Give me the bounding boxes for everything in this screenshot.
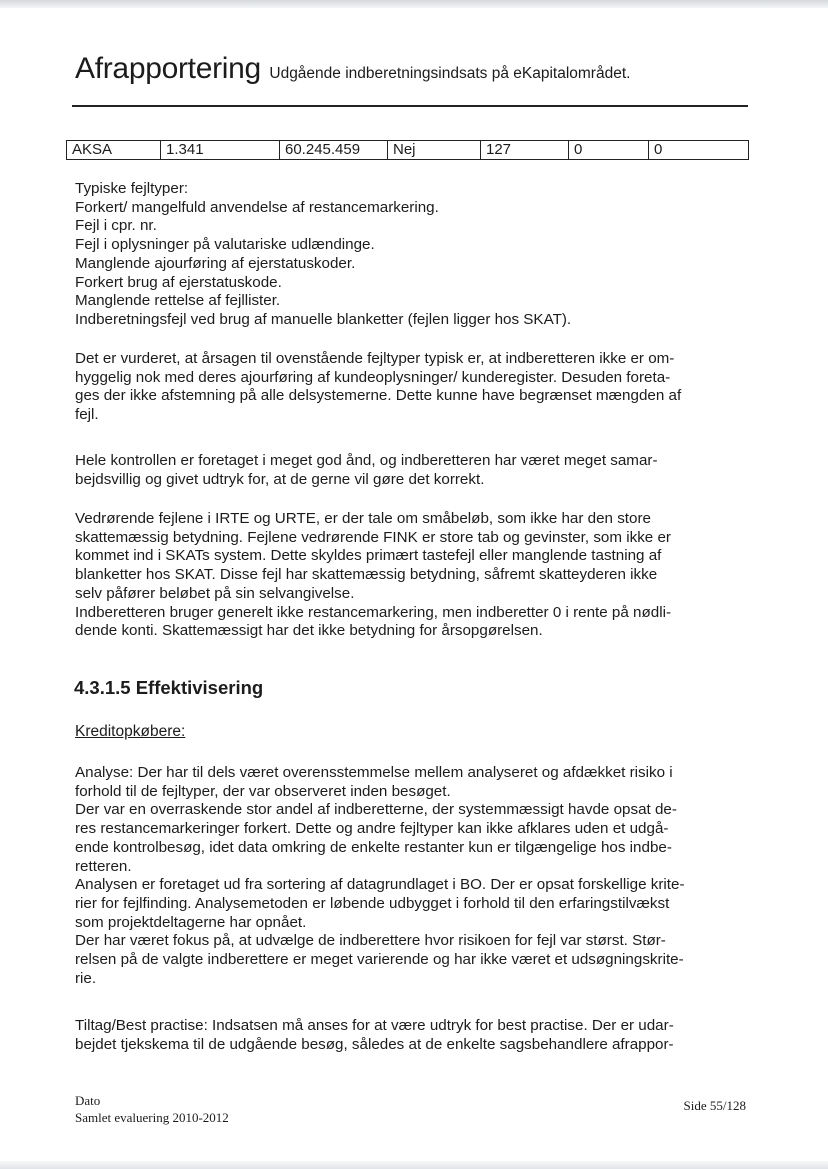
paragraph-tiltag <box>75 1017 751 1054</box>
text-line: Analysen er foretaget ud fra sortering af datagrundlaget i BO. Der er opsat forskellige krite- <box>75 876 685 894</box>
header-subtitle: Udgående indberetningsindsats på eKapitalområdet. <box>269 65 631 82</box>
text-line: bejdsvillig og givet udtryk for, at de gerne vil gøre det korrekt. <box>75 470 485 488</box>
summary-table <box>66 140 749 160</box>
summary-table-body <box>67 141 749 160</box>
table-cell: 0 <box>649 141 749 160</box>
text-line: bejdet tjekskema til de udgående besøg, således at de enkelte sagsbehandlere afrappor- <box>75 1035 674 1053</box>
table-cell: AKSA <box>67 141 161 160</box>
header-rule <box>72 105 748 107</box>
text-line: rie. <box>75 969 97 987</box>
text-line: forhold til de fejltyper, der var observeret inden besøget. <box>75 782 451 800</box>
text-line: hyggelig nok med deres ajourføring af kundeoplysninger/ kunderegister. Desuden foreta- <box>75 368 671 386</box>
text-line: Hele kontrollen er foretaget i meget god ånd, og indberetteren har været meget samar- <box>75 452 658 469</box>
footer-document-name: Samlet evaluering 2010-2012 <box>75 1110 229 1125</box>
text-line: rier for fejlfinding. Analysemetoden er løbende udbygget i forhold til den erfaringstilvækst <box>75 894 670 912</box>
text-line: Tiltag/Best practise: Indsatsen må anses for at være udtryk for best practise. Der er udar- <box>75 1017 674 1034</box>
section-subheading: Kreditopkøbere: <box>75 723 186 740</box>
text-line: Der har været fokus på, at udvælge de indberettere hvor risikoen for fejl var størst. Stør- <box>75 932 666 950</box>
scan-top-edge <box>0 0 828 8</box>
paragraph-analyse <box>75 764 751 988</box>
text-line: relsen på de valgte indberettere er meget varierende og har ikke været et udsøgningskrite- <box>75 951 684 969</box>
table-cell: 1.341 <box>161 141 280 160</box>
footer-page-number: Side 55/128 <box>683 1098 746 1113</box>
header-title: Afrapportering <box>75 52 261 85</box>
text-line: blanketter hos SKAT. Disse fejl har skattemæssig betydning, såfremt skatteyderen ikke <box>75 566 658 584</box>
text-line: ende kontrolbesøg, idet data omkring de enkelte restanter kun er tilgængelige hos indbe- <box>75 838 672 856</box>
list-item: Manglende ajourføring af ejerstatuskoder. <box>75 254 356 272</box>
table-cell: 0 <box>569 141 649 160</box>
footer-date-label: Dato <box>75 1093 101 1108</box>
text-line: Indberetteren bruger generelt ikke restancemarkering, men indberetter 0 i rente på nødli- <box>75 603 672 621</box>
table-row <box>67 141 749 160</box>
text-line: selv påfører beløbet på sin selvangivelse. <box>75 584 355 602</box>
list-item: Manglende rettelse af fejllister. <box>75 292 281 310</box>
text-line: kommet ind i SKATs system. Dette skyldes primært tastefejl eller manglende tastning af <box>75 547 662 565</box>
list-item: Indberetningsfejl ved brug af manuelle blanketter (fejlen ligger hos SKAT). <box>75 310 572 328</box>
table-cell: 127 <box>481 141 569 160</box>
list-item: Typiske fejltyper: <box>75 180 189 197</box>
text-line: Der var en overraskende stor andel af indberetterne, der systemmæssigt havde opsat de- <box>75 801 677 819</box>
page-header <box>75 52 630 86</box>
text-line: Det er vurderet, at årsagen til ovenstående fejltyper typisk er, at indberetteren ikke er om- <box>75 350 675 367</box>
paragraph-kontrol <box>75 452 751 489</box>
footer-left <box>75 1092 229 1126</box>
text-line: som projektdeltagerne har opnået. <box>75 913 307 931</box>
typiske-fejltyper-list <box>75 180 751 330</box>
scan-bottom-edge <box>0 1161 828 1169</box>
text-line: Analyse: Der har til dels været overensstemmelse mellem analyseret og afdækket risiko i <box>75 764 673 781</box>
section-heading: 4.3.1.5 Effektivisering <box>74 677 264 698</box>
list-item: Fejl i oplysninger på valutariske udlændinge. <box>75 236 375 254</box>
paragraph-irte-urte <box>75 510 751 641</box>
text-line: ges der ikke afstemning på alle delsystemerne. Dette kunne have begrænset mængden af <box>75 387 682 405</box>
list-item: Forkert brug af ejerstatuskode. <box>75 273 282 291</box>
list-item: Forkert/ mangelfuld anvendelse af restancemarkering. <box>75 198 439 216</box>
text-line: res restancemarkeringer forkert. Dette og andre fejltyper kan ikke afklares uden et udgå- <box>75 820 669 838</box>
table-cell: Nej <box>388 141 481 160</box>
text-line: retteren. <box>75 857 132 875</box>
text-line: dende konti. Skattemæssigt har det ikke betydning for årsopgørelsen. <box>75 622 543 640</box>
list-item: Fejl i cpr. nr. <box>75 217 157 235</box>
paragraph-vurdering <box>75 350 751 425</box>
text-line: fejl. <box>75 406 99 424</box>
text-line: Vedrørende fejlene i IRTE og URTE, er der tale om småbeløb, som ikke har den store <box>75 510 651 527</box>
text-line: skattemæssig betydning. Fejlene vedrørende FINK er store tab og gevinster, som ikke er <box>75 528 671 546</box>
table-cell: 60.245.459 <box>280 141 388 160</box>
